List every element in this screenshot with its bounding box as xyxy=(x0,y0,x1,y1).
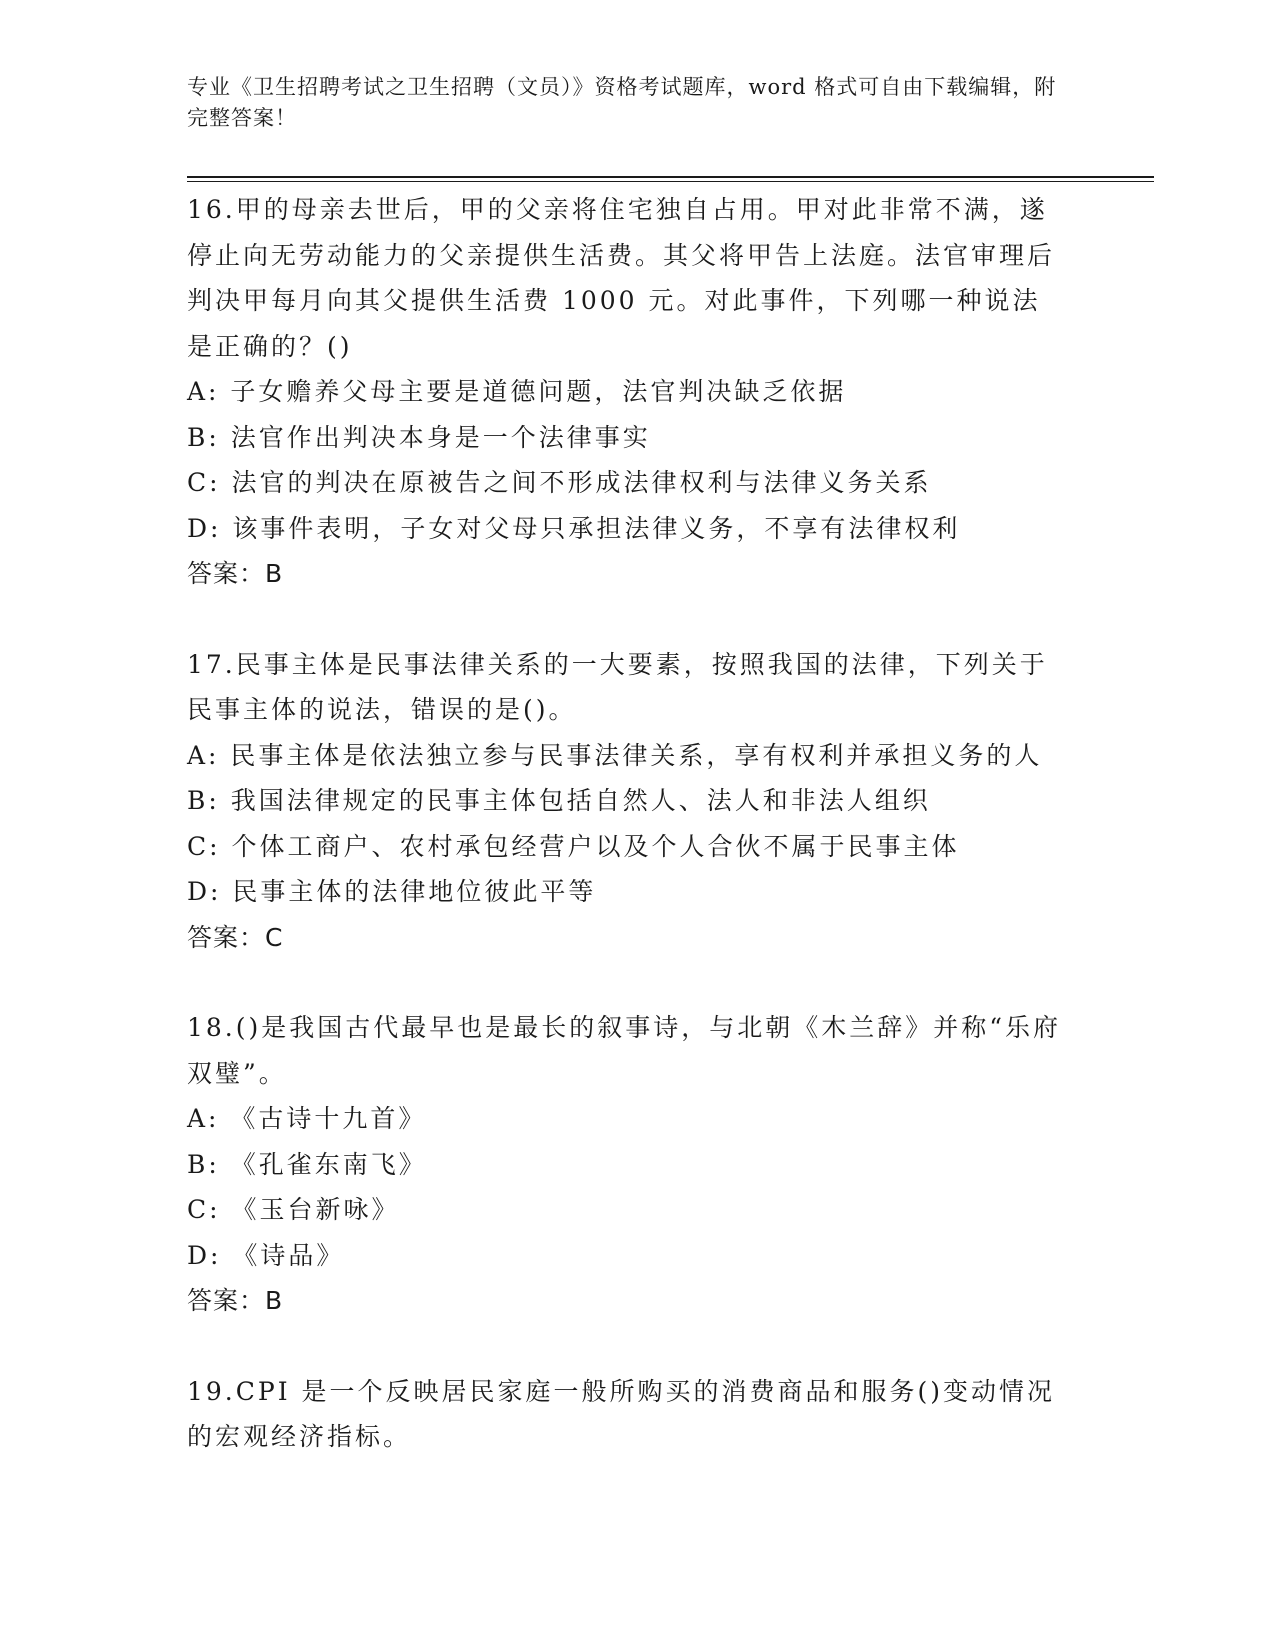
option-a: A: 《古诗十九首》 xyxy=(187,1104,427,1133)
option-b: B: 《孔雀东南飞》 xyxy=(187,1149,427,1179)
answer-line: 答案：C xyxy=(187,922,284,952)
question-16 xyxy=(187,187,1067,597)
answer-line: 答案：B xyxy=(187,1286,284,1315)
document-header: 专业《卫生招聘考试之卫生招聘（文员）》资格考试题库，word 格式可自由下载编辑，附完整答案！ xyxy=(187,75,1057,130)
answer-line: 答案：B xyxy=(187,559,284,588)
option-c: C: 个体工商户、农村承包经营户以及个人合伙不属于民事主体 xyxy=(187,831,960,861)
header-divider-thin xyxy=(187,181,1154,182)
question-17 xyxy=(187,642,1067,961)
question-19 xyxy=(187,1369,1067,1460)
option-b: B: 我国法律规定的民事主体包括自然人、法人和非法人组织 xyxy=(187,786,931,815)
header-divider-thick xyxy=(187,176,1154,178)
option-d: D: 该事件表明，子女对父母只承担法律义务，不享有法律权利 xyxy=(187,513,961,543)
option-c: C: 法官的判决在原被告之间不形成法律权利与法律义务关系 xyxy=(187,468,932,497)
option-b: B: 法官作出判决本身是一个法律事实 xyxy=(187,422,651,452)
question-stem: 19.CPI 是一个反映居民家庭一般所购买的消费商品和服务()变动情况的宏观经济指标。 xyxy=(187,1376,1056,1451)
question-stem: 18.()是我国古代最早也是最长的叙事诗，与北朝《木兰辞》并称“乐府双璧”。 xyxy=(187,1013,1062,1088)
option-d: D: 《诗品》 xyxy=(187,1240,345,1270)
option-a: A: 民事主体是依法独立参与民事法律关系，享有权利并承担义务的人 xyxy=(187,740,1043,770)
question-stem: 16.甲的母亲去世后，甲的父亲将住宅独自占用。甲对此非常不满，遂停止向无劳动能力的父亲提供生活费。其父将甲告上法庭。法官审理后判决甲每月向其父提供生活费 1000 元。对此事件，下列哪一种说法是正确的？() xyxy=(187,195,1056,361)
question-stem: 17.民事主体是民事法律关系的一大要素，按照我国的法律，下列关于民事主体的说法，错误的是()。 xyxy=(187,649,1048,724)
option-d: D: 民事主体的法律地位彼此平等 xyxy=(187,877,597,906)
option-c: C: 《玉台新咏》 xyxy=(187,1195,400,1224)
option-a: A: 子女赡养父母主要是道德问题，法官判决缺乏依据 xyxy=(187,377,847,406)
question-list xyxy=(187,187,1067,1460)
question-18 xyxy=(187,1005,1067,1324)
